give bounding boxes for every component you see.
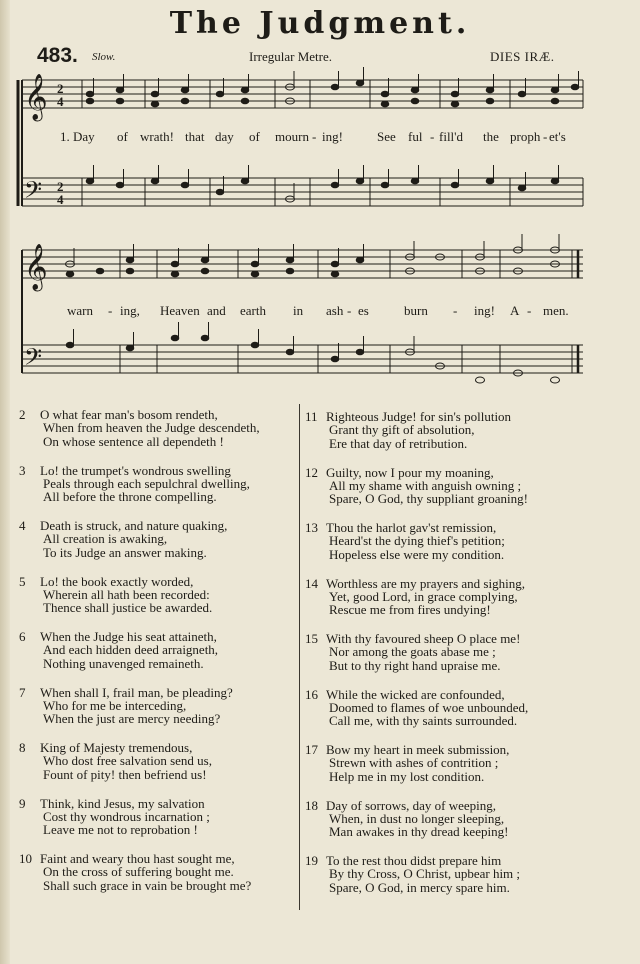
verse-text	[326, 466, 528, 506]
verse-line: Rescue me from fires undying!	[329, 602, 491, 618]
verse	[305, 577, 525, 617]
verse-text	[40, 630, 218, 670]
verse-line: O what fear man's bosom rendeth,	[40, 407, 218, 422]
bass-time-signature: 2	[57, 179, 64, 194]
verse-line: Worthless are my prayers and sighing,	[326, 575, 525, 591]
verse-number: 4	[19, 518, 26, 533]
verse-line: Death is struck, and nature quaking,	[40, 518, 228, 533]
treble-staff	[22, 250, 583, 278]
lyric-syllable: et's	[549, 129, 566, 144]
verse	[305, 854, 520, 894]
lyric-syllable: Heaven	[160, 303, 200, 318]
bass-staff	[22, 178, 583, 206]
verse-text	[40, 741, 212, 781]
lyric-syllable: of	[117, 129, 128, 144]
lyric-syllable: men.	[543, 303, 569, 318]
verse-text	[40, 686, 233, 726]
verse-number: 10	[19, 851, 32, 866]
verse-line: Who for me be interceding,	[43, 697, 187, 713]
verse-line: When shall I, frail man, be pleading?	[40, 684, 233, 700]
verse-text	[326, 632, 520, 672]
verse	[305, 521, 505, 561]
verse-line: Doomed to flames of woe unbounded,	[329, 699, 529, 715]
lyric-syllable: ful	[408, 129, 423, 144]
metre-label: Irregular Metre.	[249, 49, 333, 64]
verse-line: Righteous Judge! for sin's pollution	[326, 409, 512, 424]
verse-line: By thy Cross, O Christ, upbear him ;	[329, 866, 521, 882]
verse-line: All before the throne compelling.	[43, 489, 217, 505]
lyric-syllable: es	[358, 303, 369, 318]
verse-line: While the wicked are confounded,	[326, 686, 505, 702]
lyric-syllable: -	[312, 129, 317, 144]
lyric-syllable: -	[453, 303, 458, 318]
lyric-syllable: warn	[67, 303, 93, 318]
verse-number: 13	[305, 520, 318, 535]
verse-line: Lo! the book exactly worded,	[40, 573, 194, 589]
lyric-syllable: mourn	[275, 129, 309, 144]
verse-line: Lo! the trumpet's wondrous swelling	[40, 462, 231, 478]
lyric-syllable: that	[185, 129, 205, 144]
verse	[305, 688, 528, 728]
verse-number: 3	[19, 462, 26, 478]
verse	[19, 797, 210, 837]
verse-line: All creation is awaking,	[43, 531, 168, 547]
verse-line: When from heaven the Judge descendeth,	[43, 420, 260, 436]
lyric-syllable: earth	[240, 303, 266, 318]
verse-line: Strewn with ashes of contrition ;	[329, 755, 499, 771]
verse-line: Who dost free salvation send us,	[43, 753, 212, 769]
verse	[19, 852, 251, 892]
lyric-syllable: A	[510, 303, 520, 318]
verse-line: Ere that day of retribution.	[329, 435, 468, 451]
treble-time-signature: 4	[57, 94, 64, 109]
verse-number: 9	[19, 795, 26, 811]
tempo-marking: Slow.	[92, 51, 116, 63]
treble-time-signature: 2	[57, 81, 64, 96]
verse-line: All my shame with anguish owning ;	[329, 477, 522, 493]
verse-line: Man awakes in thy dread keeping!	[329, 824, 509, 840]
verse-text	[40, 519, 227, 559]
verse-number: 16	[305, 686, 318, 702]
verse-text	[40, 575, 212, 615]
verse-line: Bow my heart in meek submission,	[326, 742, 510, 757]
verse-line: King of Majesty tremendous,	[40, 740, 193, 755]
verse-text	[326, 854, 520, 894]
verse	[19, 519, 227, 559]
verse	[305, 743, 509, 783]
verse-line: Nor among the goats abase me ;	[329, 644, 496, 660]
verse-line: Cost thy wondrous incarnation ;	[43, 808, 210, 824]
verse-text	[40, 408, 260, 448]
verse-number: 6	[19, 629, 26, 644]
verse-number: 7	[19, 684, 26, 700]
verse	[19, 408, 260, 448]
verse-text	[326, 577, 525, 617]
verse-line: And each hidden deed arraigneth,	[43, 642, 219, 658]
column-divider	[299, 404, 300, 910]
verse-text	[40, 852, 251, 892]
verse-line: With thy favoured sheep O place me!	[326, 631, 521, 646]
verse-number: 12	[305, 464, 318, 480]
verse-line: Day of sorrows, day of weeping,	[326, 797, 497, 813]
verse-number: 18	[305, 797, 318, 813]
lyric-syllable: -	[543, 129, 548, 144]
lyric-syllable: 1. Day	[60, 129, 95, 144]
verse-line: When, in dust no longer sleeping,	[329, 810, 505, 826]
verse-line: Thence shall justice be awarded.	[43, 600, 213, 616]
verse-line: To the rest thou didst prepare him	[326, 853, 502, 868]
hymn-title: The Judgment.	[169, 6, 471, 41]
verse-text	[40, 464, 250, 504]
lyric-syllable: wrath!	[140, 129, 174, 144]
verse-line: Think, kind Jesus, my salvation	[40, 795, 205, 811]
treble-staff	[22, 80, 583, 108]
verse	[19, 464, 250, 504]
lyric-syllable: of	[249, 129, 260, 144]
verse-line: Peals through each sepulchral dwelling,	[43, 475, 250, 491]
verse-text	[40, 797, 210, 837]
verse-line: Leave me not to reprobation !	[43, 822, 198, 838]
lyric-syllable: ing!	[474, 303, 495, 318]
lyric-syllable: -	[430, 129, 435, 144]
verse-text	[326, 521, 505, 561]
treble-clef: 𝄞	[24, 74, 48, 120]
verse-line: Wherein all hath been recorded:	[43, 586, 210, 602]
lyric-syllable: ing,	[120, 303, 140, 318]
verse-line: But to thy right hand upraise me.	[329, 657, 501, 673]
verse-line: Shall such grace in vain be brought me?	[43, 877, 252, 893]
lyric-syllable: -	[347, 303, 352, 318]
tune-name: DIES IRÆ.	[490, 49, 555, 64]
verse-line: When the just are mercy needing?	[43, 711, 221, 727]
verse	[305, 410, 511, 450]
verse-text	[326, 799, 508, 839]
music-system-1	[0, 60, 640, 230]
verse-text	[326, 688, 528, 728]
verse	[305, 632, 520, 672]
lyric-syllable: and	[207, 303, 226, 318]
lyric-syllable: burn	[404, 303, 428, 318]
verse-line: Yet, good Lord, in grace complying,	[329, 588, 518, 604]
verse	[19, 686, 233, 726]
verse-line: Spare, O God, thy suppliant groaning!	[329, 491, 528, 507]
bass-clef: 𝄢	[24, 343, 43, 376]
verse-number: 19	[305, 853, 318, 868]
verse-line: Nothing unavenged remaineth.	[43, 655, 204, 671]
lyric-syllable: See	[377, 129, 396, 144]
hymn-number: 483.	[37, 44, 78, 67]
verse-text	[326, 743, 509, 783]
verse	[305, 799, 508, 839]
verse-text	[326, 410, 511, 450]
verse-line: On the cross of suffering bought me.	[43, 864, 234, 880]
verse-line: Hopeless else were my condition.	[329, 546, 505, 562]
lyric-syllable: ash	[326, 303, 344, 318]
verse-number: 11	[305, 409, 318, 424]
verse-line: Spare, O God, in mercy spare him.	[329, 879, 510, 895]
verse	[19, 741, 212, 781]
verse-line: Call me, with thy saints surrounded.	[329, 713, 518, 729]
verse	[19, 630, 218, 670]
lyric-syllable: day	[215, 129, 234, 144]
verse-line: Guilty, now I pour my moaning,	[326, 464, 494, 480]
verse-line: Faint and weary thou hast sought me,	[40, 851, 235, 866]
lyric-syllable: ing!	[322, 129, 343, 144]
bass-time-signature: 4	[57, 192, 64, 207]
verse-line: Help me in my lost condition.	[329, 768, 485, 784]
verse-line: Heard'st the dying thief's petition;	[329, 533, 505, 549]
verse-line: Grant thy gift of absolution,	[329, 422, 475, 438]
lyric-syllable: -	[108, 303, 113, 318]
bass-clef: 𝄢	[24, 176, 43, 209]
verse-line: On whose sentence all dependeth !	[43, 433, 224, 449]
verse-number: 14	[305, 575, 318, 591]
verse-line: When the Judge his seat attaineth,	[40, 629, 217, 644]
verse-line: To its Judge an answer making.	[43, 544, 207, 560]
verse-number: 8	[19, 740, 26, 755]
lyric-syllable: proph	[510, 129, 541, 144]
verse	[19, 575, 212, 615]
lyric-syllable: in	[293, 303, 304, 318]
verse-number: 17	[305, 742, 318, 757]
verse-line: Thou the harlot gav'st remission,	[326, 520, 497, 535]
verse-number: 15	[305, 631, 318, 646]
treble-clef: 𝄞	[24, 244, 48, 290]
verse-number: 2	[19, 407, 26, 422]
verse-number: 5	[19, 573, 26, 589]
bass-staff	[22, 345, 583, 373]
lyric-syllable: fill'd	[439, 129, 464, 144]
lyric-syllable: the	[483, 129, 499, 144]
verse	[305, 466, 528, 506]
lyric-syllable: -	[527, 303, 532, 318]
verse-line: Fount of pity! then befriend us!	[43, 766, 207, 782]
